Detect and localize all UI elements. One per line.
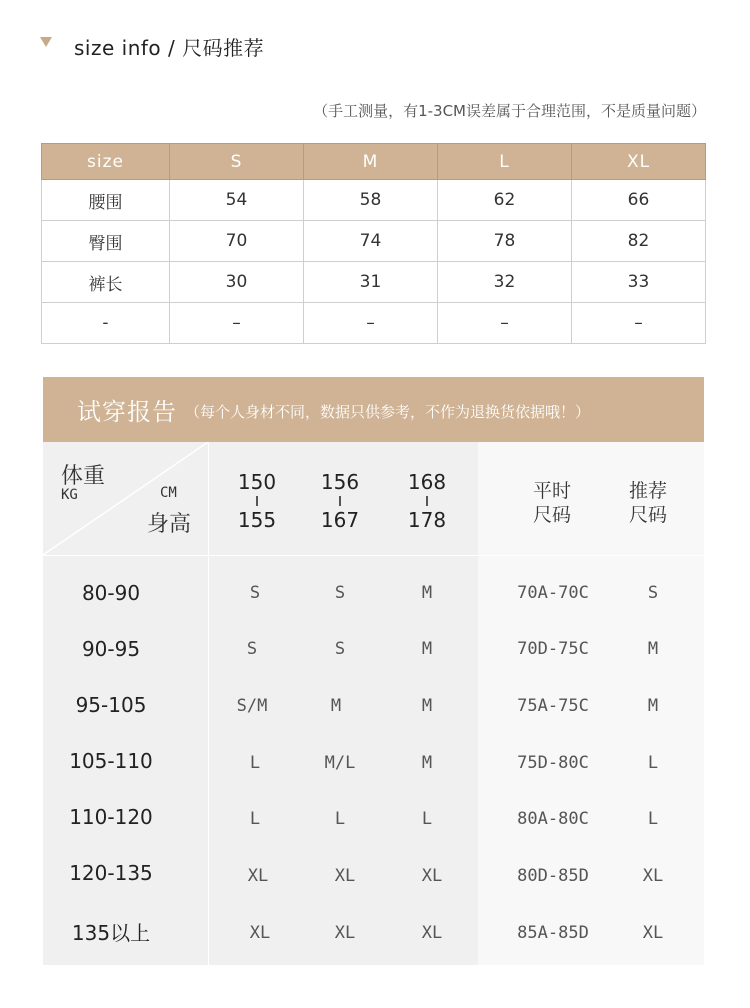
table-cell: 82 [572, 221, 706, 262]
size-cell: S/M [236, 696, 268, 716]
height-range [392, 470, 462, 532]
row-label: 臀围 [42, 221, 170, 262]
weight-range: 110-120 [69, 805, 153, 829]
height-label: 身高 [147, 512, 192, 537]
height-range-top: 150 [237, 470, 277, 494]
section-title [40, 30, 264, 62]
usual-size-cell: 70D-75C [517, 639, 589, 659]
height-range [222, 470, 292, 532]
size-cell: M [330, 696, 342, 716]
size-cell: XL [247, 866, 269, 886]
size-cell: L [334, 809, 346, 829]
table-cell: 32 [438, 262, 572, 303]
header-line: 推荐 [628, 480, 667, 502]
weight-range: 135以上 [71, 921, 151, 945]
usual-size-cell: 80A-80C [517, 809, 589, 829]
height-range-top: 168 [407, 470, 447, 494]
table-cell: – [170, 303, 304, 344]
recommend-size-cell: L [647, 753, 659, 773]
size-cell: L [249, 809, 261, 829]
row-label: - [42, 303, 170, 344]
recommend-size-cell: S [647, 583, 659, 603]
size-header-cell: XL [572, 144, 706, 180]
height-range [305, 470, 375, 532]
size-cell: XL [334, 923, 356, 943]
height-range-bottom: 178 [407, 508, 447, 532]
size-cell: XL [421, 866, 443, 886]
size-table-header [42, 144, 706, 180]
size-cell: XL [421, 923, 443, 943]
size-cell: XL [249, 923, 271, 943]
weight-unit: KG [61, 487, 78, 503]
measurement-note: （手工测量，有1-3CM误差属于合理范围，不是质量问题） [313, 102, 706, 120]
size-cell: M [421, 696, 433, 716]
recommend-size-cell: L [647, 809, 659, 829]
table-cell: 33 [572, 262, 706, 303]
table-row [42, 262, 706, 303]
height-unit: CM [160, 485, 177, 501]
table-cell: 54 [170, 180, 304, 221]
recommend-size-cell: M [647, 696, 659, 716]
recommend-size-cell: M [647, 639, 659, 659]
tryon-subtitle: （每个人身材不同，数据只供参考，不作为退换货依据哦！） [185, 403, 591, 421]
size-cell: M [421, 753, 433, 773]
weight-range: 95-105 [75, 693, 147, 717]
table-row [42, 303, 706, 344]
recommend-size-cell: XL [642, 923, 664, 943]
size-cell: L [421, 809, 433, 829]
header-line: 尺码 [532, 504, 571, 526]
size-header-cell: M [304, 144, 438, 180]
size-cell: M [421, 583, 433, 603]
divider [208, 442, 209, 965]
table-cell: 62 [438, 180, 572, 221]
size-header-cell: S [170, 144, 304, 180]
table-row [42, 221, 706, 262]
tryon-report [43, 377, 704, 965]
weight-range: 120-135 [69, 861, 153, 885]
usual-size-cell: 75A-75C [517, 696, 589, 716]
size-cell: S [246, 639, 258, 659]
weight-range: 80-90 [81, 581, 141, 605]
tryon-header [43, 377, 704, 442]
table-cell: 58 [304, 180, 438, 221]
height-range-top: 156 [320, 470, 360, 494]
usual-size-cell: 70A-70C [517, 583, 589, 603]
divider [43, 555, 704, 556]
height-range-bottom: 167 [320, 508, 360, 532]
triangle-down-icon [40, 37, 52, 47]
row-label: 裤长 [42, 262, 170, 303]
weight-range: 90-95 [81, 637, 141, 661]
size-header-cell: L [438, 144, 572, 180]
recommend-size-cell: XL [642, 866, 664, 886]
weight-label: 体重 [61, 464, 106, 489]
size-table [41, 143, 706, 344]
range-separator [339, 496, 341, 506]
table-row [42, 180, 706, 221]
table-cell: 78 [438, 221, 572, 262]
table-cell: – [438, 303, 572, 344]
size-cell: S [249, 583, 261, 603]
table-cell: 74 [304, 221, 438, 262]
table-cell: 30 [170, 262, 304, 303]
table-cell: 70 [170, 221, 304, 262]
size-cell: S [334, 583, 346, 603]
range-separator [426, 496, 428, 506]
weight-range: 105-110 [69, 749, 153, 773]
usual-size-cell: 75D-80C [517, 753, 589, 773]
tryon-title: 试穿报告 [77, 398, 177, 426]
size-cell: M [421, 639, 433, 659]
table-cell: 31 [304, 262, 438, 303]
header-line: 平时 [532, 480, 571, 502]
usual-size-header [522, 479, 582, 527]
table-cell: – [304, 303, 438, 344]
table-cell: – [572, 303, 706, 344]
recommend-size-header [618, 479, 678, 527]
range-separator [256, 496, 258, 506]
size-cell: M/L [324, 753, 356, 773]
usual-size-cell: 85A-85D [517, 923, 589, 943]
table-cell: 66 [572, 180, 706, 221]
section-title-text: size info / 尺码推荐 [74, 35, 265, 60]
size-cell: L [249, 753, 261, 773]
row-label: 腰围 [42, 180, 170, 221]
size-cell: XL [334, 866, 356, 886]
header-line: 尺码 [628, 504, 667, 526]
size-header-cell: size [42, 144, 170, 180]
height-range-bottom: 155 [237, 508, 277, 532]
size-cell: S [334, 639, 346, 659]
usual-size-cell: 80D-85D [517, 866, 589, 886]
